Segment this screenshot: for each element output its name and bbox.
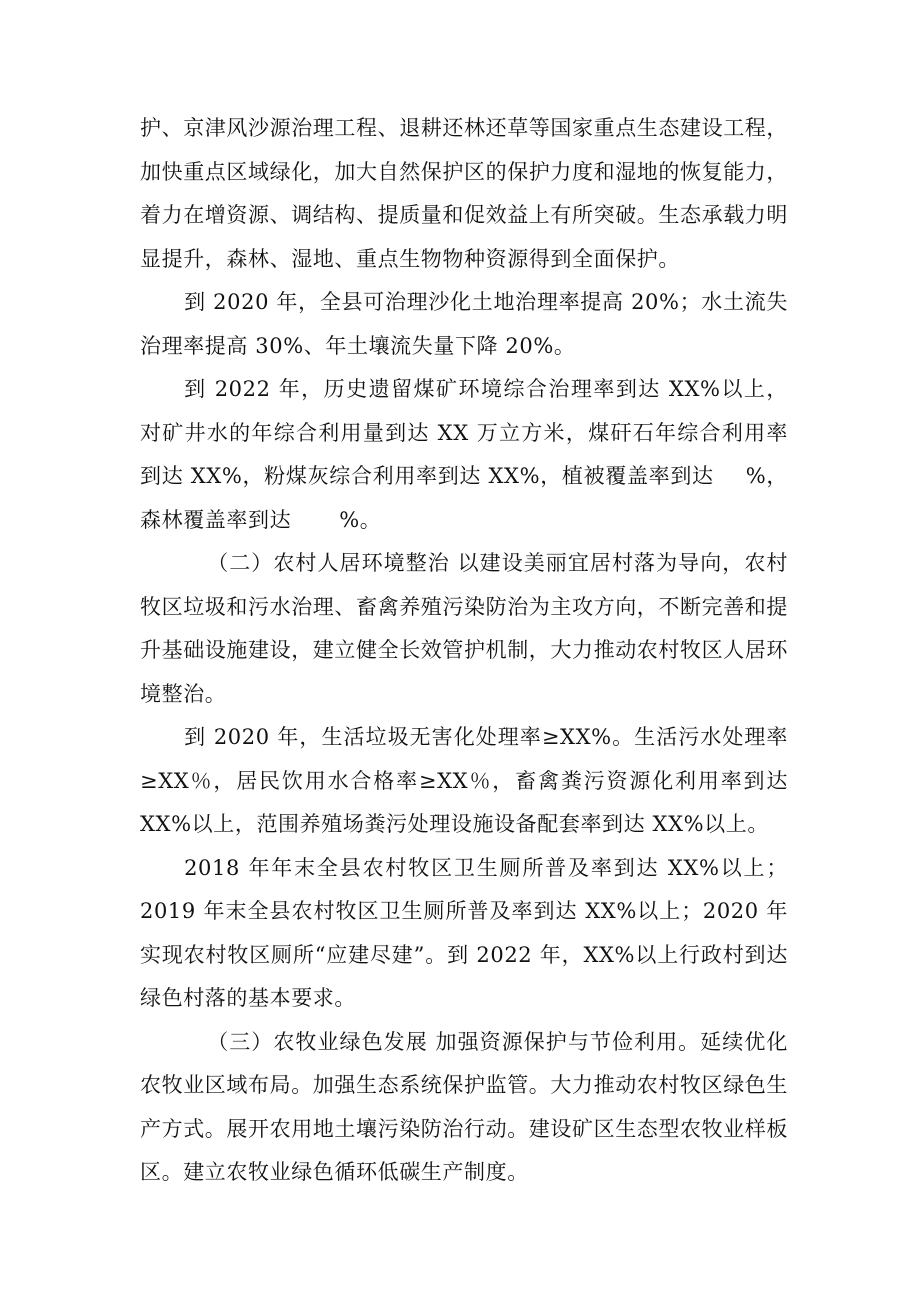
document-body [140, 107, 788, 1195]
paragraph-green-agriculture: （三）农牧业绿色发展 加强资源保护与节俭利用。延续优化农牧业区域布局。加强生态系统保护监管。大力推动农村牧区绿色生产方式。展开农用地土壤污染防治行动。建设矿区生态型农牧业样板区。建立农牧业绿色循环低碳生产制度。 [140, 1029, 788, 1184]
paragraph-2022-text-b: %，森林覆盖率到达 [140, 464, 788, 532]
paragraph-2022-text-c: %。 [339, 507, 382, 532]
paragraph-2020-waste-treatment-targets: 到 2020 年，生活垃圾无害化处理率≥XX%。生活污水处理率≥XX％，居民饮用水合格率≥XX％，畜禽粪污资源化利用率到达 XX%以上，范围养殖场粪污处理设施设备配套率到达 XX%以上。 [140, 725, 788, 836]
paragraph-sanitary-toilet-targets: 2018 年年末全县农村牧区卫生厕所普及率到达 XX%以上；2019 年末全县农村牧区卫生厕所普及率到达 XX%以上；2020 年实现农村牧区厕所“应建尽建”。到 2022 年，XX%以上行政村到达绿色村落的基本要求。 [140, 855, 788, 1010]
paragraph-ecological-projects: 护、京津风沙源治理工程、退耕还林还草等国家重点生态建设工程，加快重点区域绿化，加大自然保护区的保护力度和湿地的恢复能力，着力在增资源、调结构、提质量和促效益上有所突破。生态承载力明显提升，森林、湿地、重点生物物种资源得到全面保护。 [140, 116, 788, 271]
paragraph-rural-living-environment: （二）农村人居环境整治 以建设美丽宜居村落为导向，农村牧区垃圾和污水治理、畜禽养殖污染防治为主攻方向，不断完善和提升基础设施建设，建立健全长效管护机制，大力推动农村牧区人居环境整治。 [140, 551, 788, 706]
paragraph-2022-coal-mine-targets [140, 368, 788, 542]
paragraph-2022-text-a: 到 2022 年，历史遗留煤矿环境综合治理率到达 XX%以上，对矿井水的年综合利用量到达 XX 万立方米，煤矸石年综合利用率到达 XX%，粉煤灰综合利用率到达 XX%，植被覆盖率到达 [140, 377, 788, 488]
paragraph-2020-desertification-targets: 到 2020 年，全县可治理沙化土地治理率提高 20%；水土流失治理率提高 30%、年土壤流失量下降 20%。 [140, 290, 788, 358]
